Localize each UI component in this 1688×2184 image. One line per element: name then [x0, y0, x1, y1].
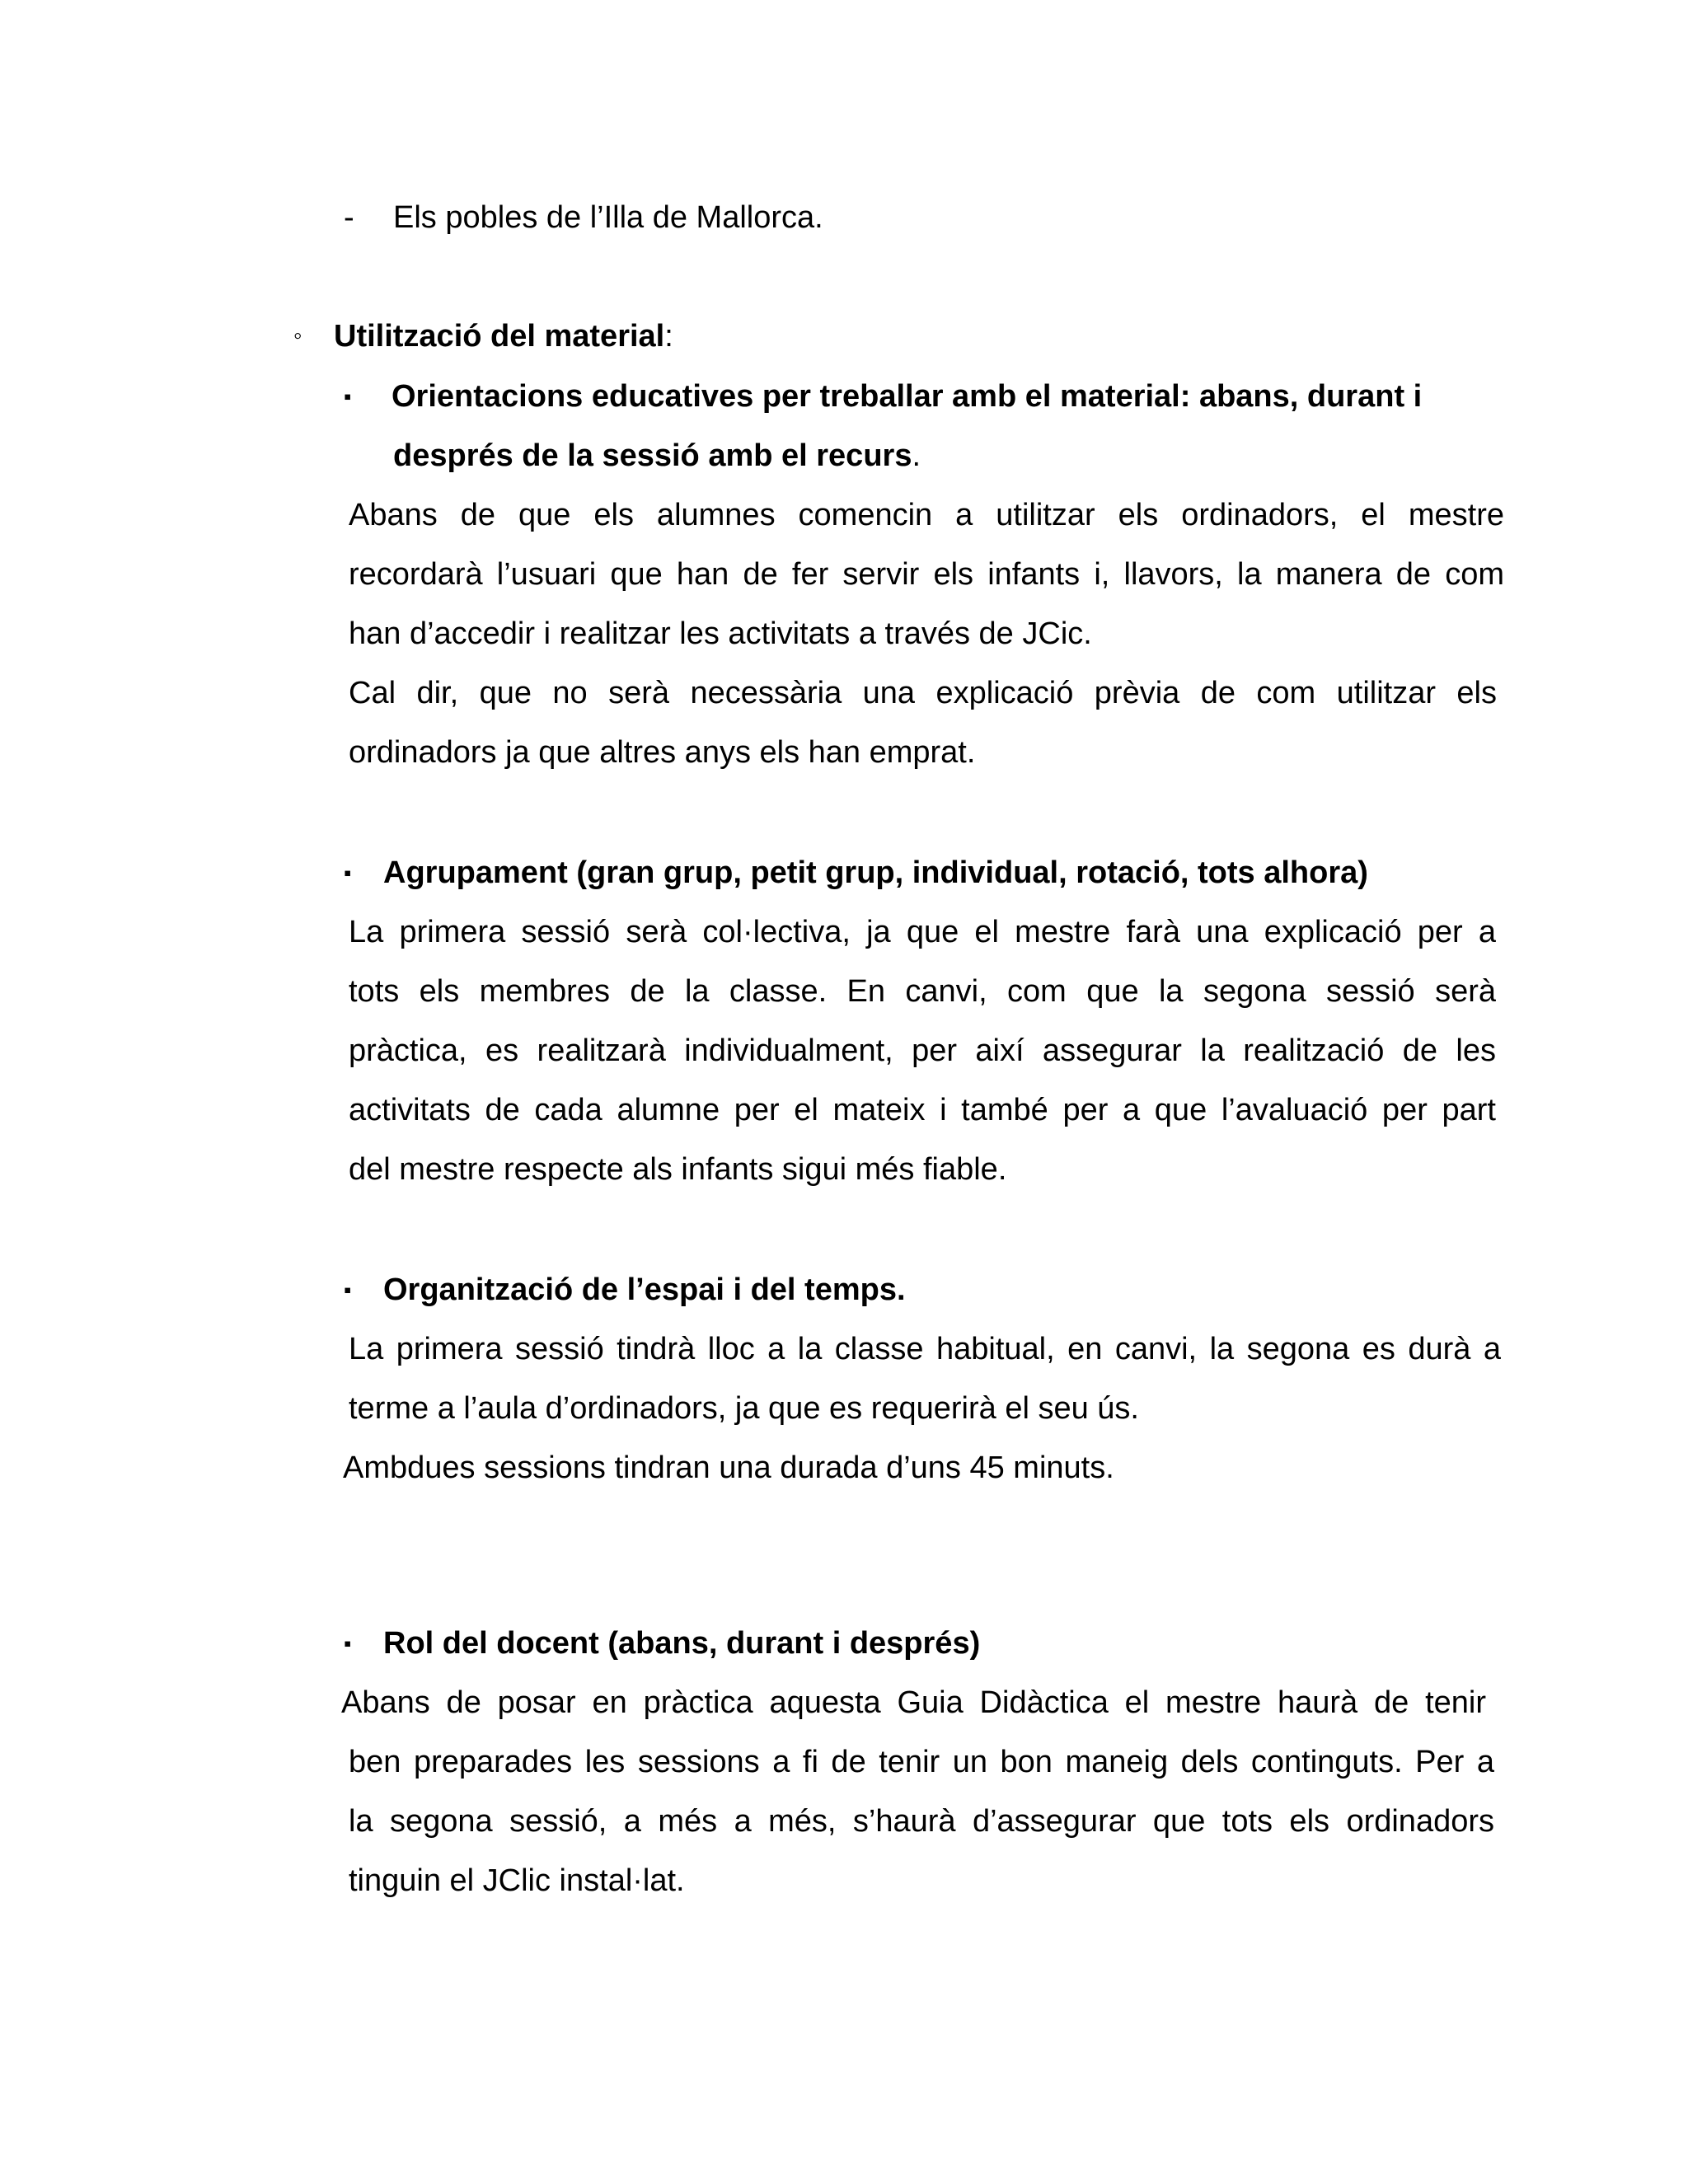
- dash-list-item: Els pobles de l’Illa de Mallorca.: [393, 200, 823, 235]
- paragraph-line: Abans de que els alumnes comencin a utilitzar els ordinadors, el mestre: [349, 498, 1504, 532]
- organitzacio-heading: Organització de l’espai i del temps.: [383, 1272, 906, 1307]
- section-heading-colon: :: [664, 319, 673, 354]
- rol-paragraph-first: [341, 1673, 1486, 1732]
- square-bullet-icon: ▪: [344, 1277, 352, 1302]
- paragraph-line: ben preparades les sessions a fi de tenir un bon maneig dels continguts. Per a: [349, 1745, 1494, 1779]
- orientacions-heading-line1: Orientacions educatives per treballar amb el material: abans, durant i: [392, 379, 1423, 414]
- agrupament-heading: Agrupament (gran grup, petit grup, individual, rotació, tots alhora): [383, 855, 1368, 890]
- paragraph-line: tots els membres de la classe. En canvi, com que la segona sessió serà: [349, 974, 1496, 1009]
- organitzacio-paragraph: [349, 1319, 1501, 1438]
- paragraph-line: ordinadors ja que altres anys els han emprat.: [349, 735, 976, 770]
- paragraph-line: la segona sessió, a més a més, s’haurà d’assegurar que tots els ordinadors: [349, 1804, 1494, 1839]
- orientacions-heading-period: .: [912, 438, 921, 473]
- square-bullet-icon: ▪: [344, 860, 352, 885]
- square-bullet-icon: ▪: [344, 384, 352, 409]
- paragraph-line: tinguin el JClic instal·lat.: [349, 1863, 685, 1898]
- orientacions-paragraph: [349, 485, 1504, 782]
- rol-paragraph: [349, 1732, 1494, 1910]
- agrupament-paragraph: [349, 902, 1496, 1199]
- paragraph-line: del mestre respecte als infants sigui més fiable.: [349, 1152, 1007, 1187]
- square-bullet-icon: ▪: [344, 1631, 352, 1656]
- paragraph-line: han d’accedir i realitzar les activitats a través de JCic.: [349, 616, 1092, 651]
- paragraph-line: terme a l’aula d’ordinadors, ja que es requerirà el seu ús.: [349, 1391, 1139, 1426]
- paragraph-line: activitats de cada alumne per el mateix i també per a que l’avaluació per part: [349, 1093, 1496, 1127]
- paragraph-line: recordarà l’usuari que han de fer servir els infants i, llavors, la manera de com: [349, 557, 1504, 592]
- rol-heading: Rol del docent (abans, durant i després): [383, 1626, 981, 1661]
- orientacions-heading-line2-text: després de la sessió amb el recurs: [393, 438, 912, 473]
- dash-bullet-icon: -: [344, 200, 354, 235]
- section-heading: [334, 307, 673, 366]
- paragraph-line: Abans de posar en pràctica aquesta Guia Didàctica el mestre haurà de tenir: [341, 1685, 1486, 1720]
- organitzacio-duration: Ambdues sessions tindran una durada d’uns 45 minuts.: [343, 1451, 1114, 1485]
- paragraph-line: Cal dir, que no serà necessària una explicació prèvia de com utilitzar els: [349, 676, 1497, 710]
- circle-bullet-icon: ◦: [293, 322, 302, 349]
- orientacions-heading-line2: [393, 426, 921, 485]
- section-heading-text: Utilització del material: [334, 319, 665, 354]
- paragraph-line: La primera sessió serà col·lectiva, ja que el mestre farà una explicació per a: [349, 915, 1496, 949]
- paragraph-line: La primera sessió tindrà lloc a la classe habitual, en canvi, la segona es durà a: [349, 1332, 1501, 1366]
- paragraph-line: pràctica, es realitzarà individualment, per així assegurar la realització de les: [349, 1033, 1496, 1068]
